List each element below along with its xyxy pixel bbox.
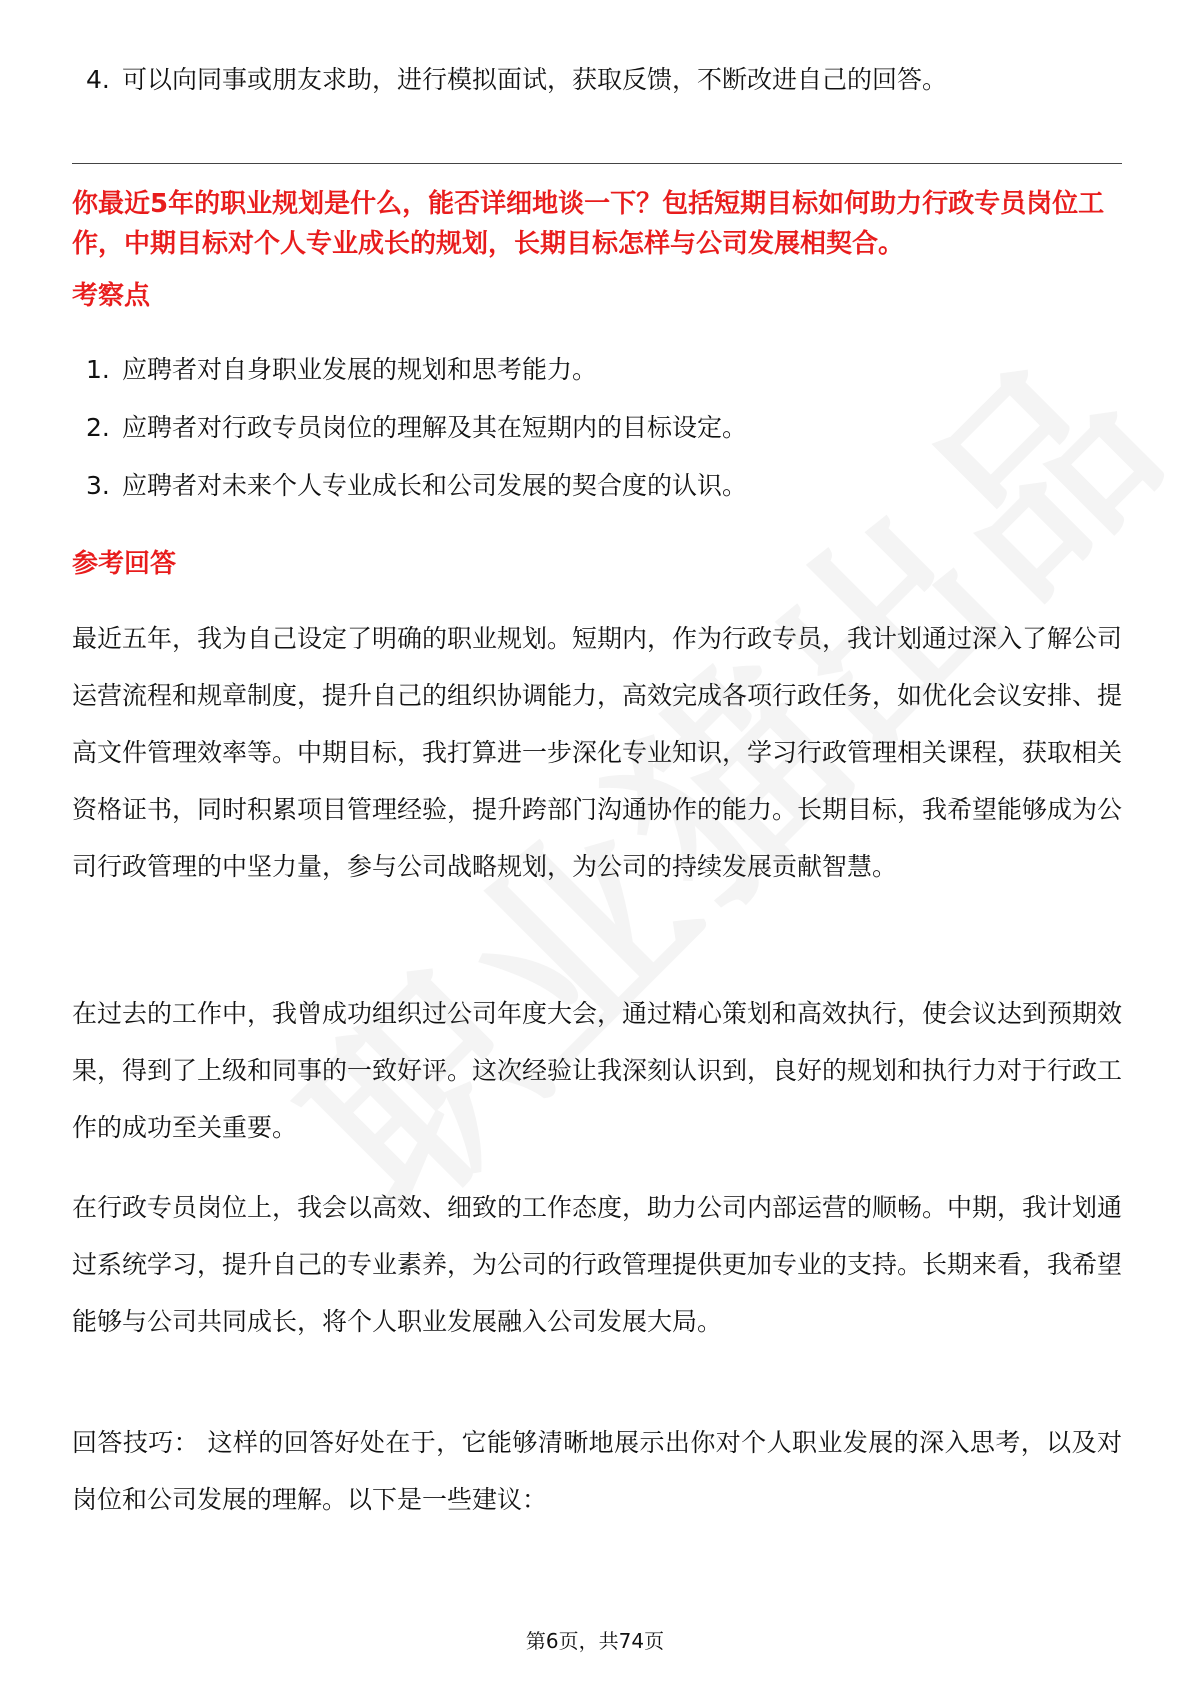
- answer-paragraph: 在行政专员岗位上，我会以高效、细致的工作态度，助力公司内部运营的顺畅。中期，我计划通过系统学习，提升自己的专业素养，为公司的行政管理提供更加专业的支持。长期来看，我希望能够与公司共同成长，将个人职业发展融入公司发展大局。: [72, 1193, 1123, 1336]
- list-item: [86, 352, 1122, 410]
- list-item-text: 应聘者对未来个人专业成长和公司发展的契合度的认识。: [122, 471, 748, 500]
- list-item-text: 应聘者对自身职业发展的规划和思考能力。: [122, 355, 598, 384]
- list-item-text: 可以向同事或朋友求助，进行模拟面试，获取反馈，不断改进自己的回答。: [122, 65, 948, 94]
- answer-paragraph: 在过去的工作中，我曾成功组织过公司年度大会，通过精心策划和高效执行，使会议达到预期效果，得到了上级和同事的一致好评。这次经验让我深刻认识到，良好的规划和执行力对于行政工作的成功至关重要。: [72, 999, 1123, 1142]
- list-number: 2.: [86, 413, 110, 442]
- reference-heading: 参考回答: [72, 549, 177, 579]
- list-item-text: 应聘者对行政专员岗位的理解及其在短期内的目标设定。: [122, 413, 748, 442]
- assessment-list: [86, 352, 1122, 526]
- question-title: 你最近5年的职业规划是什么，能否详细地谈一下？包括短期目标如何助力行政专员岗位工作，中期目标对个人专业成长的规划，长期目标怎样与公司发展相契合。: [72, 189, 1105, 259]
- list-item: [86, 468, 1122, 526]
- list-number: 1.: [86, 355, 110, 384]
- assessment-heading: 考察点: [72, 281, 151, 311]
- section-divider: [72, 163, 1122, 164]
- list-number: 4.: [86, 65, 110, 94]
- list-item: [86, 410, 1122, 468]
- answer-paragraph: 最近五年，我为自己设定了明确的职业规划。短期内，作为行政专员，我计划通过深入了解公司运营流程和规章制度，提升自己的组织协调能力，高效完成各项行政任务，如优化会议安排、提高文件管理效率等。中期目标，我打算进一步深化专业知识，学习行政管理相关课程，获取相关资格证书，同时积累项目管理经验，提升跨部门沟通协作的能力。长期目标，我希望能够成为公司行政管理的中坚力量，参与公司战略规划，为公司的持续发展贡献智慧。: [72, 624, 1123, 881]
- previous-list-item: [86, 62, 947, 98]
- list-number: 3.: [86, 471, 110, 500]
- page-number: 第6页，共74页: [525, 1629, 665, 1653]
- answer-tips-paragraph: 回答技巧： 这样的回答好处在于，它能够清晰地展示出你对个人职业发展的深入思考，以及对岗位和公司发展的理解。以下是一些建议：: [72, 1428, 1122, 1514]
